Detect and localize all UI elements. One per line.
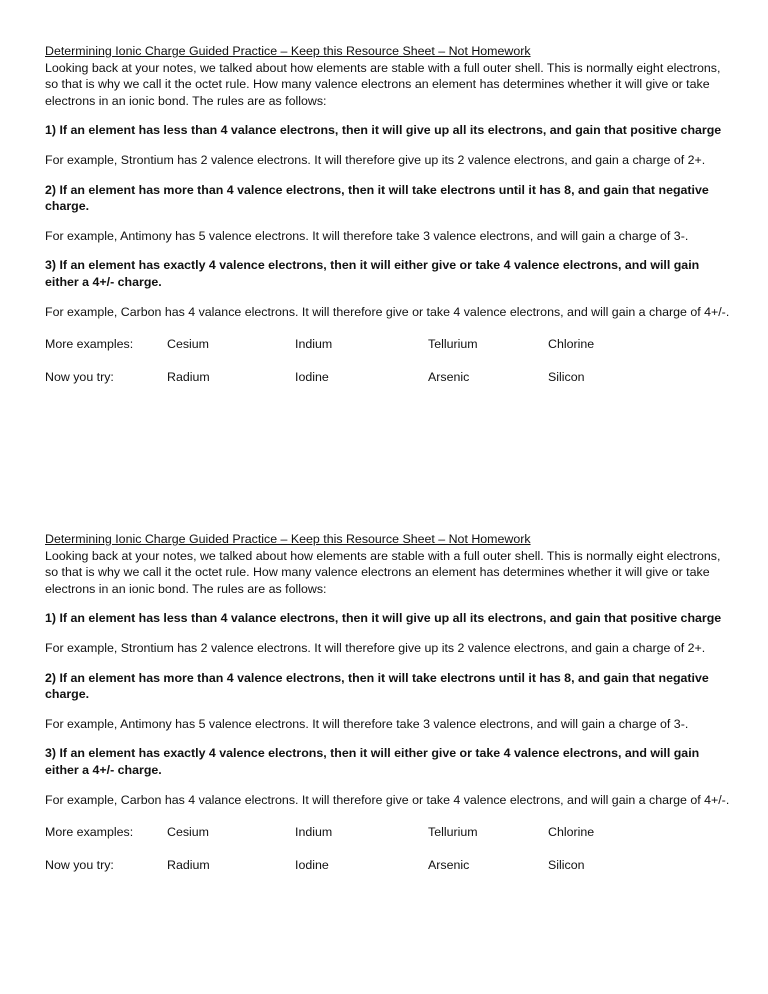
more-examples-label: More examples:	[45, 825, 134, 840]
rule-3: 3) If an element has exactly 4 valence electrons, then it will either give or take 4 valence electrons, and will gain either a 4+/- charge.	[45, 258, 700, 289]
element-name: Iodine	[295, 858, 329, 873]
element-name: Chlorine	[548, 337, 595, 352]
rule-2: 2) If an element has more than 4 valence electrons, then it will take electrons until it has 8, and gain that negative charge.	[45, 182, 709, 214]
element-name: Indium	[295, 337, 333, 352]
element-name: Iodine	[295, 370, 329, 385]
element-name: Radium	[167, 370, 210, 385]
more-examples-label: More examples:	[45, 337, 134, 352]
rule-2: 2) If an element has more than 4 valence electrons, then it will take electrons until it has 8, and gain that negative charge.	[45, 670, 709, 702]
now-you-try-row	[45, 369, 735, 386]
intro-paragraph: Looking back at your notes, we talked about how elements are stable with a full outer shell. This is normally eight electrons, so that is why we call it the octet rule. How many valence electrons an element has determines whether it will give or take electrons in an ionic bond. The rules are as follows:	[45, 548, 721, 596]
rule-3-example: For example, Carbon has 4 valance electrons. It will therefore give or take 4 valence electrons, and will gain a charge of 4+/-.	[45, 792, 730, 807]
rule-1-example: For example, Strontium has 2 valence electrons. It will therefore give up its 2 valence electrons, and gain a charge of 2+.	[45, 640, 706, 655]
element-name: Tellurium	[428, 337, 478, 352]
rule-2-example: For example, Antimony has 5 valence electrons. It will therefore take 3 valence electrons, and will gain a charge of 3-.	[45, 716, 689, 731]
now-you-try-label: Now you try:	[45, 370, 114, 385]
rule-3: 3) If an element has exactly 4 valence electrons, then it will either give or take 4 valence electrons, and will gain either a 4+/- charge.	[45, 746, 700, 777]
resource-sheet-section-1	[45, 43, 735, 386]
element-name: Chlorine	[548, 825, 595, 840]
rule-1: 1) If an element has less than 4 valance electrons, then it will give up all its electrons, and gain that positive charge	[45, 611, 722, 626]
rule-1: 1) If an element has less than 4 valance electrons, then it will give up all its electrons, and gain that positive charge	[45, 123, 722, 138]
rule-3-example: For example, Carbon has 4 valance electrons. It will therefore give or take 4 valence electrons, and will gain a charge of 4+/-.	[45, 304, 730, 319]
element-name: Cesium	[167, 825, 209, 840]
intro-paragraph: Looking back at your notes, we talked about how elements are stable with a full outer shell. This is normally eight electrons, so that is why we call it the octet rule. How many valence electrons an element has determines whether it will give or take electrons in an ionic bond. The rules are as follows:	[45, 60, 721, 108]
more-examples-row	[45, 336, 735, 353]
element-name: Arsenic	[428, 858, 470, 873]
element-name: Arsenic	[428, 370, 470, 385]
rule-1-example: For example, Strontium has 2 valence electrons. It will therefore give up its 2 valence electrons, and gain a charge of 2+.	[45, 152, 706, 167]
resource-sheet-section-2	[45, 531, 735, 874]
element-name: Indium	[295, 825, 333, 840]
now-you-try-label: Now you try:	[45, 858, 114, 873]
now-you-try-row	[45, 857, 735, 874]
element-name: Silicon	[548, 858, 585, 873]
element-name: Silicon	[548, 370, 585, 385]
more-examples-row	[45, 824, 735, 841]
sheet-title: Determining Ionic Charge Guided Practice – Keep this Resource Sheet – Not Homework	[45, 532, 531, 546]
rule-2-example: For example, Antimony has 5 valence electrons. It will therefore take 3 valence electrons, and will gain a charge of 3-.	[45, 228, 689, 243]
element-name: Cesium	[167, 337, 209, 352]
element-name: Radium	[167, 858, 210, 873]
sheet-title: Determining Ionic Charge Guided Practice – Keep this Resource Sheet – Not Homework	[45, 44, 531, 58]
element-name: Tellurium	[428, 825, 478, 840]
